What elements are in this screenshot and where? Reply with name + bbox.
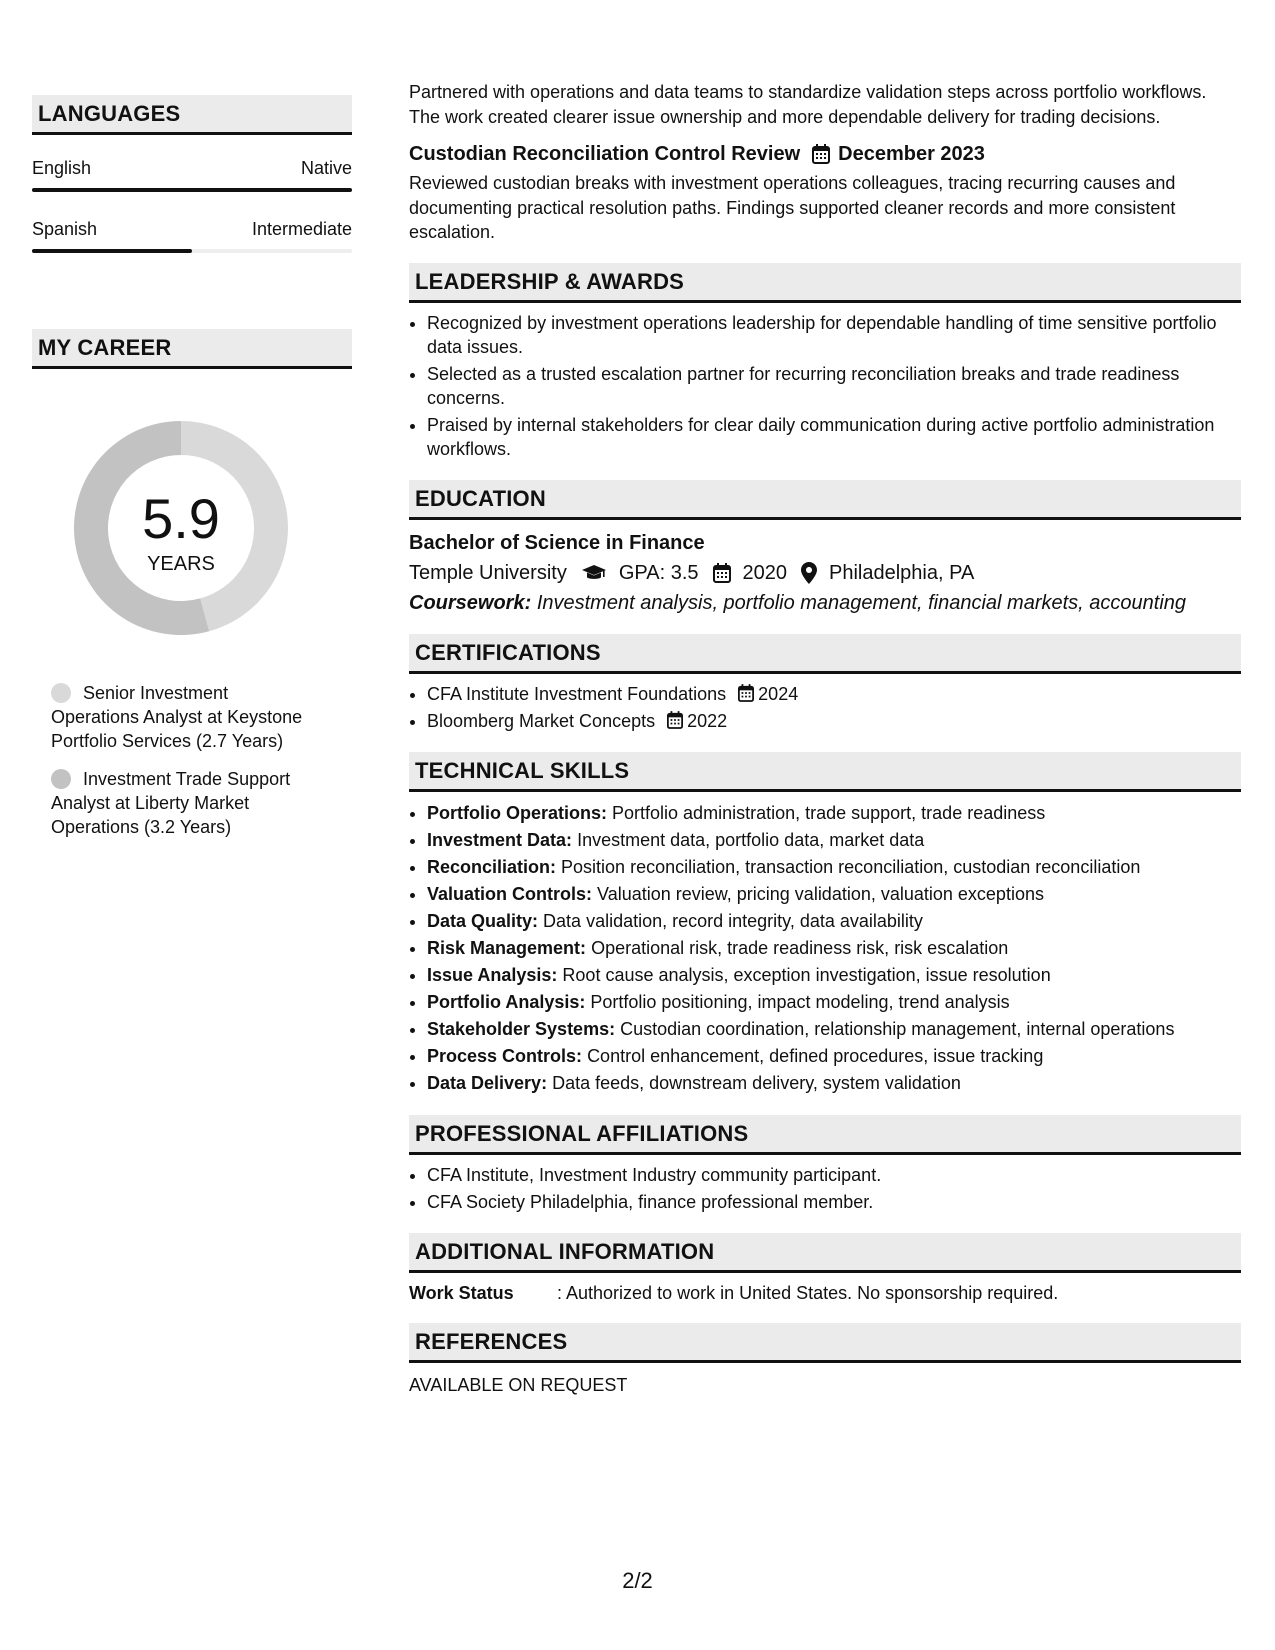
education-degree: Bachelor of Science in Finance [409,531,705,554]
language-name: Spanish [32,219,98,239]
education-school: Temple University [409,561,567,584]
graduation-cap-icon [581,564,607,582]
references-section [409,1323,1241,1396]
education-gpa: GPA: 3.5 [618,561,699,584]
skills-section [409,752,1241,1097]
skills-heading: TECHNICAL SKILLS [409,752,1241,792]
language-proficiency-bar [32,188,352,192]
skill-item [427,1016,1241,1043]
skill-item [427,827,1241,854]
skill-label: Data Quality: [427,910,539,931]
skill-value: Data feeds, downstream delivery, system validation [552,1072,961,1093]
legend-dot [51,683,71,703]
skill-item [427,935,1241,962]
skill-value: Portfolio administration, trade support, trade readiness [612,802,1046,823]
map-pin-icon [801,562,817,584]
coursework-text: Investment analysis, portfolio management, financial markets, accounting [536,591,1187,614]
calendar-icon [667,711,683,729]
skill-label: Investment Data: [427,829,573,850]
language-level: Intermediate [251,219,352,239]
education-location: Philadelphia, PA [829,561,975,584]
skill-value: Portfolio positioning, impact modeling, trend analysis [590,991,1010,1012]
project-intro-text: Partnered with operations and data teams to standardize validation steps across portfolio workflows. The work created clearer issue ownership and more dependable delivery for trading decisions. [409,82,1207,127]
list-item [427,682,1241,707]
work-status-row [409,1281,1241,1305]
skill-value: Operational risk, trade readiness risk, risk escalation [591,937,1009,958]
language-item [32,218,352,253]
skill-label: Portfolio Operations: [427,802,607,823]
work-status-value: : Authorized to work in United States. No sponsorship required. [557,1282,1059,1303]
career-donut-chart [66,413,296,643]
skill-value: Custodian coordination, relationship management, internal operations [620,1018,1175,1039]
language-name: English [32,158,92,178]
skill-value: Control enhancement, defined procedures, issue tracking [587,1045,1044,1066]
skill-item [427,854,1241,881]
skill-item [427,1043,1241,1070]
career-legend [51,681,321,839]
languages-heading: LANGUAGES [32,95,352,135]
page-number: 2/2 [622,1568,653,1593]
skill-item [427,1070,1241,1097]
calendar-icon [713,563,731,583]
skill-label: Reconciliation: [427,856,557,877]
references-heading: REFERENCES [409,1323,1241,1363]
affiliations-section [409,1115,1241,1215]
certification-year: 2024 [758,683,799,704]
skill-label: Data Delivery: [427,1072,548,1093]
career-legend-item [51,681,321,753]
certification-name: CFA Institute Investment Foundations [427,683,727,704]
skill-label: Process Controls: [427,1045,583,1066]
additional-heading: ADDITIONAL INFORMATION [409,1233,1241,1273]
list-item [427,709,1241,734]
language-proficiency-fill [32,188,352,192]
skill-value: Position reconciliation, transaction reconciliation, custodian reconciliation [561,856,1141,877]
skill-label: Valuation Controls: [427,883,593,904]
education-heading: EDUCATION [409,480,1241,520]
certification-year: 2022 [687,710,728,731]
certifications-section [409,634,1241,734]
skill-item [427,962,1241,989]
skill-label: Issue Analysis: [427,964,558,985]
work-status-label: Work Status [409,1282,514,1303]
project-title: Custodian Reconciliation Control Review [409,143,801,165]
education-section [409,480,1241,616]
list-item: • Recognized by investment operations leadership for dependable handling of time sensitive portfolio data issues. [427,311,1241,360]
legend-text: Senior Investment Operations Analyst at Keystone Portfolio Services (2.7 Years) [51,683,303,751]
skill-label: Stakeholder Systems: [427,1018,616,1039]
skill-item [427,989,1241,1016]
skill-item [427,908,1241,935]
certifications-heading: CERTIFICATIONS [409,634,1241,674]
skill-value: Valuation review, pricing validation, valuation exceptions [597,883,1044,904]
project-title-row [409,141,1241,167]
language-item [32,157,352,192]
career-total-value: 5.9 [142,487,220,550]
skill-value: Data validation, record integrity, data availability [543,910,923,931]
affiliations-heading: PROFESSIONAL AFFILIATIONS [409,1115,1241,1155]
skill-value: Root cause analysis, exception investigation, issue resolution [562,964,1051,985]
legend-text: Investment Trade Support Analyst at Liberty Market Operations (3.2 Years) [51,769,291,837]
skill-item [427,881,1241,908]
language-proficiency-fill [32,249,192,253]
language-level: Native [300,158,352,178]
references-text: AVAILABLE ON REQUEST [409,1374,628,1395]
career-legend-item [51,767,321,839]
list-item: • Selected as a trusted escalation partner for recurring reconciliation breaks and trade readiness concerns. [427,362,1241,411]
additional-section [409,1233,1241,1305]
skill-value: Investment data, portfolio data, market data [577,829,925,850]
right-column [409,80,1241,1396]
legend-dot [51,769,71,789]
skill-label: Portfolio Analysis: [427,991,586,1012]
skill-label: Risk Management: [427,937,587,958]
list-item: • CFA Institute, Investment Industry community participant. [427,1163,1241,1188]
calendar-icon [812,144,830,164]
list-item: • CFA Society Philadelphia, finance professional member. [427,1190,1241,1215]
left-column [32,95,352,853]
education-details [409,560,1241,586]
skills-list [409,800,1241,1097]
career-heading: MY CAREER [32,329,352,369]
leadership-section [409,263,1241,462]
education-coursework [409,590,1241,616]
project-date: December 2023 [838,143,985,165]
language-proficiency-bar [32,249,352,253]
leadership-heading: LEADERSHIP & AWARDS [409,263,1241,303]
skill-item [427,800,1241,827]
list-item: • Praised by internal stakeholders for clear daily communication during active portfolio administration workflows. [427,413,1241,462]
calendar-icon [738,684,754,702]
project-description: Reviewed custodian breaks with investment operations colleagues, tracing recurring causes and documenting practical resolution paths. Findings supported cleaner records and more consistent escalation. [409,173,1176,242]
education-year: 2020 [742,561,787,584]
coursework-label: Coursework: [409,591,532,614]
certification-name: Bloomberg Market Concepts [427,710,656,731]
career-total-unit: YEARS [147,553,215,575]
